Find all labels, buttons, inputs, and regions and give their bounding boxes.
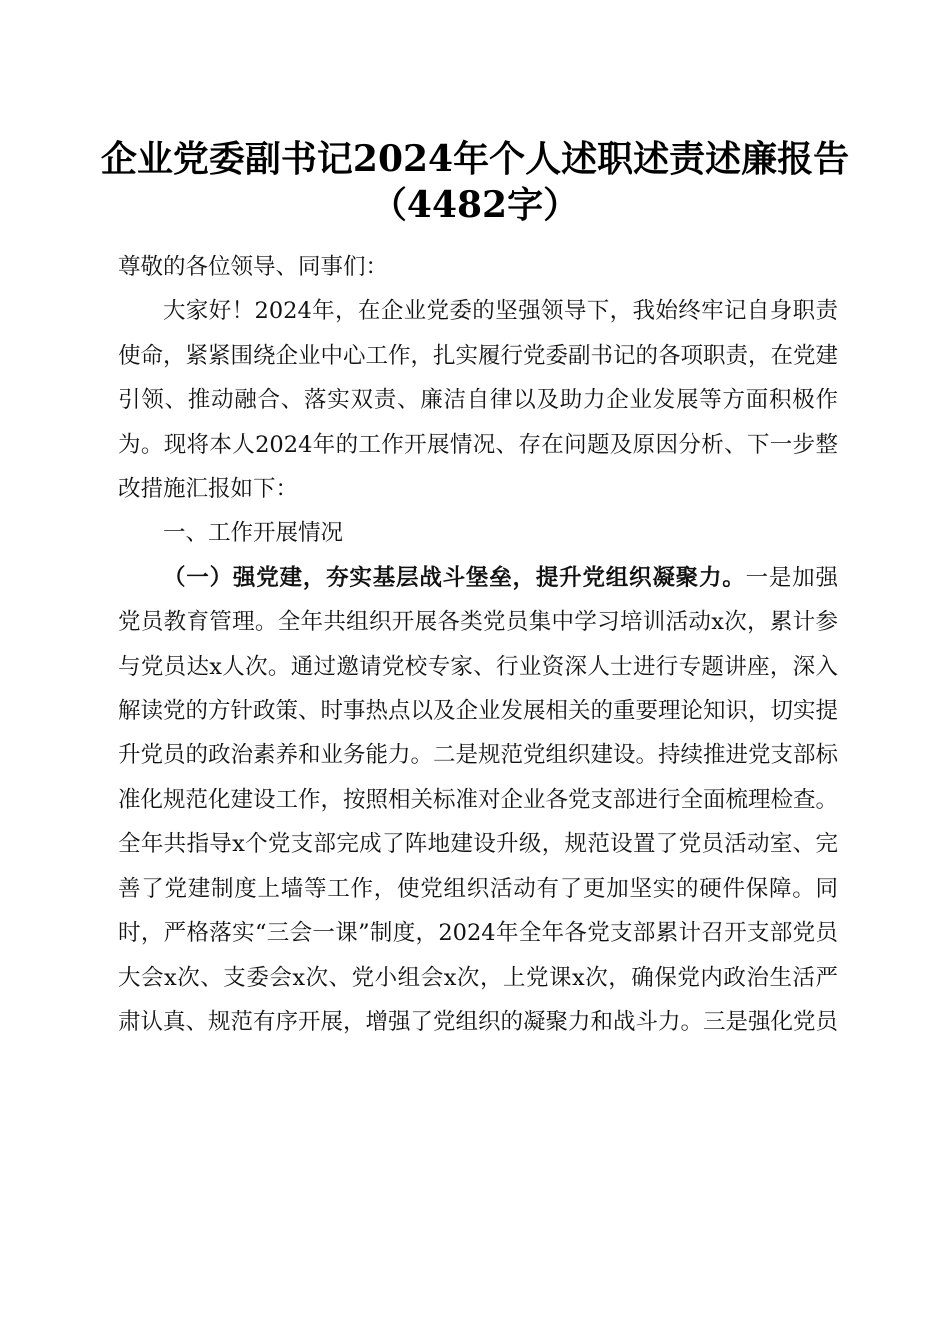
subsection-body: 一是加强党员教育管理。全年共组织开展各类党员集中学习培训活动x次，累计参与党员达x人次。通过邀请党校专家、行业资深人士进行专题讲座，深入解读党的方针政策、时事热点以及企业发展相关的重要理论知识，切实提升党员的政治素养和业务能力。二是规范党组织建设。持续推进党支部标准化规范化建设工作，按照相关标准对企业各党支部进行全面梳理检查。全年共指导x个党支部完成了阵地建设升级，规范设置了党员活动室、完善了党建制度上墙等工作，使党组织活动有了更加坚实的硬件保障。同时，严格落实“三会一课”制度，2024年全年各党支部累计召开支部党员大会x次、支委会x次、党小组会x次，上党课x次，确保党内政治生活严肃认真、规范有序开展，增强了党组织的凝聚力和战斗力。三是强化党员 — [118, 564, 839, 1035]
section-heading: 一、工作开展情况 — [163, 520, 344, 547]
intro-paragraph: 大家好！2024年，在企业党委的坚强领导下，我始终牢记自身职责使命，紧紧围绕企业中心工作，扎实履行党委副书记的各项职责，在党建引领、推动融合、落实双责、廉洁自律以及助力企业发展等方面积极作为。现将本人2024年的工作开展情况、存在问题及原因分析、下一步整改措施汇报如下： — [118, 298, 839, 503]
document-title: 企业党委副书记2024年个人述职述责述廉报告（4482字） — [100, 138, 850, 226]
subsection-title: （一）强党建，夯实基层战斗堡垒，提升党组织凝聚力。 — [163, 564, 746, 591]
salutation: 尊敬的各位领导、同事们： — [118, 254, 389, 280]
subsection-paragraph — [118, 556, 838, 1044]
document-body — [118, 245, 838, 1044]
